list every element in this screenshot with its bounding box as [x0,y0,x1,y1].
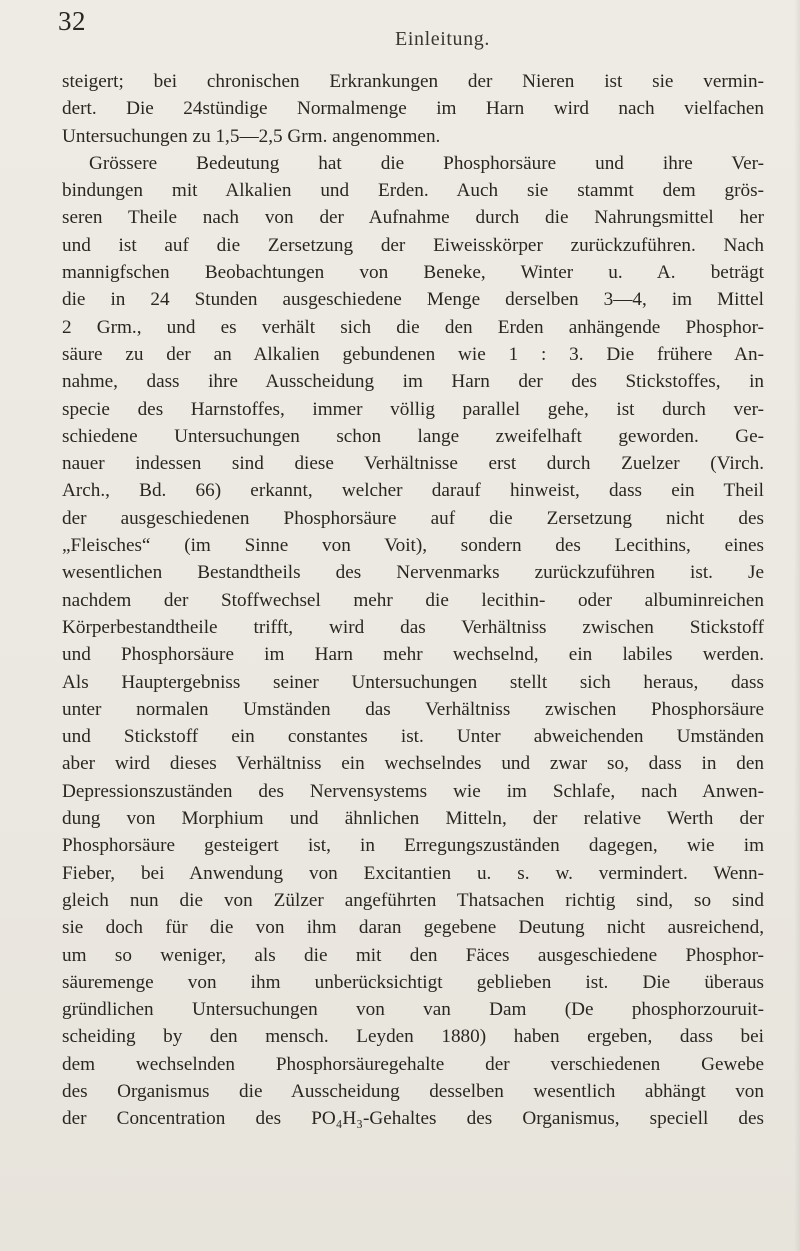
text-line: Fieber, bei Anwendung von Excitantien u. s. w. vermindert. Wenn- [62,862,764,884]
text-line: Arch., Bd. 66) erkannt, welcher darauf hinweist, dass ein Theil [62,480,764,502]
text-line: steigert; bei chronischen Erkrankungen der Nieren ist sie vermin- [62,71,764,92]
text-line: gleich nun die von Zülzer angeführten Thatsachen richtig sind, so sind [62,889,764,911]
text-line: seren Theile nach von der Aufnahme durch die Nahrungsmittel her [62,207,764,229]
text-line: des Organismus die Ausscheidung desselben wesentlich abhängt von [62,1080,764,1102]
text-line: säuremenge von ihm unberücksichtigt geblieben ist. Die überaus [62,971,764,993]
text-line: nahme, dass ihre Ausscheidung im Harn der des Stickstoffes, in [62,371,764,393]
text-line: der Concentration des PO₄H₃-Gehaltes des Organismus, speciell des [62,1108,764,1130]
page-edge-shadow [794,0,800,1251]
running-title: Einleitung. [395,28,490,50]
text-line: Untersuchungen zu 1,5—2,5 Grm. angenommen. [62,125,441,147]
text-line: bindungen mit Alkalien und Erden. Auch sie stammt dem grös- [62,180,764,202]
text-line: und ist auf die Zersetzung der Eiweisskörper zurückzuführen. Nach [62,234,764,256]
text-line: unter normalen Umständen das Verhältniss zwischen Phosphorsäure [62,698,764,720]
text-line: sie doch für die von ihm daran gegebene Deutung nicht ausreichend, [62,917,764,939]
text-line: dung von Morphium und ähnlichen Mitteln, der relative Werth der [62,808,764,830]
text-line: um so weniger, als die mit den Fäces ausgeschiedene Phosphor- [62,944,764,966]
page-number: 32 [58,6,86,36]
text-line: Als Hauptergebniss seiner Untersuchungen stellt sich heraus, dass [62,671,764,693]
text-line: „Fleisches“ (im Sinne von Voit), sondern des Lecithins, eines [62,535,764,557]
text-line: gründlichen Untersuchungen von van Dam (De phosphorzouruit- [62,999,764,1021]
text-line: und Phosphorsäure im Harn mehr wechselnd, ein labiles werden. [62,644,764,666]
text-line: und Stickstoff ein constantes ist. Unter abweichenden Umständen [62,726,764,748]
text-line: Depressionszuständen des Nervensystems wie im Schlafe, nach Anwen- [62,780,764,802]
text-line: schiedene Untersuchungen schon lange zweifelhaft geworden. Ge- [62,425,764,447]
text-line: Phosphorsäure gesteigert ist, in Erregungszuständen dagegen, wie im [62,835,764,857]
text-line: dem wechselnden Phosphorsäuregehalte der verschiedenen Gewebe [62,1053,764,1075]
body-text [62,68,764,1133]
text-line: Körperbestandtheile trifft, wird das Verhältniss zwischen Stickstoff [62,616,764,638]
text-line: nauer indessen sind diese Verhältnisse erst durch Zuelzer (Virch. [62,453,764,475]
text-line: säure zu der an Alkalien gebundenen wie 1 : 3. Die frühere An- [62,343,764,365]
text-line: der ausgeschiedenen Phosphorsäure auf die Zersetzung nicht des [62,507,764,529]
text-line: nachdem der Stoffwechsel mehr die lecithin- oder albuminreichen [62,589,764,611]
text-line: 2 Grm., und es verhält sich die den Erden anhängende Phosphor- [62,316,764,338]
text-line: specie des Harnstoffes, immer völlig parallel gehe, ist durch ver- [62,398,764,420]
text-line: dert. Die 24stündige Normalmenge im Harn wird nach vielfachen [62,98,764,120]
text-line: scheiding by den mensch. Leyden 1880) haben ergeben, dass bei [62,1026,764,1048]
text-line: mannigfschen Beobachtungen von Beneke, Winter u. A. beträgt [62,262,764,284]
text-line: aber wird dieses Verhältniss ein wechselndes und zwar so, dass in den [62,753,764,775]
text-line: die in 24 Stunden ausgeschiedene Menge derselben 3—4, im Mittel [62,289,764,311]
paragraph-start-line: Grössere Bedeutung hat die Phosphorsäure und ihre Ver- [89,152,764,174]
text-line: wesentlichen Bestandtheils des Nervenmarks zurückzuführen ist. Je [62,562,764,584]
